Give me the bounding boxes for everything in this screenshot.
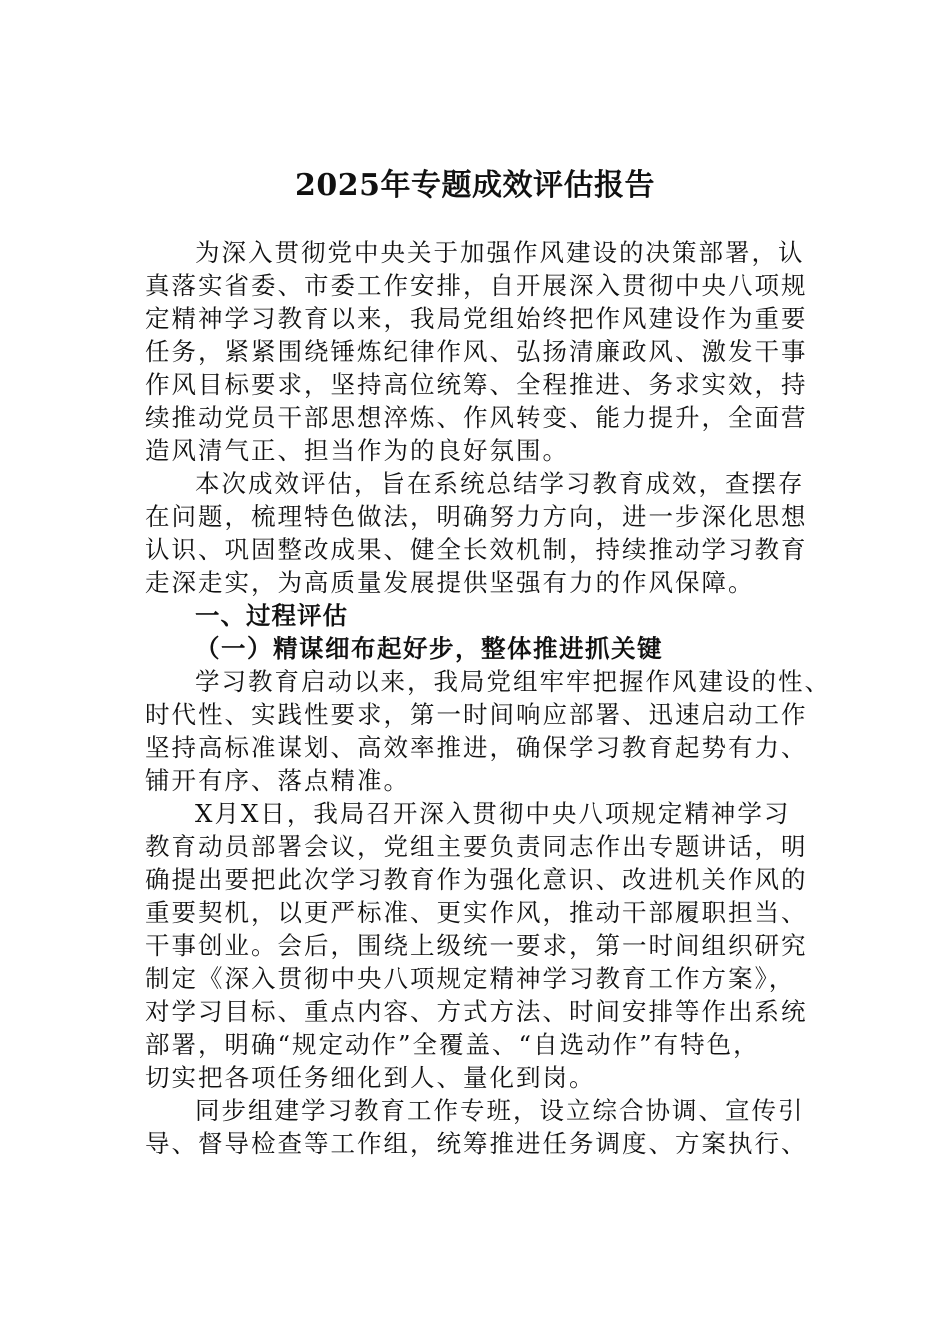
text-line: 坚持高标准谋划、高效率推进，确保学习教育起势有力、 bbox=[145, 733, 808, 762]
text-line: 为深入贯彻党中央关于加强作风建设的决策部署，认 bbox=[195, 238, 805, 267]
subsection-heading: （一）精谋细布起好步，整体推进抓关键 bbox=[195, 634, 663, 663]
section-heading: 一、过程评估 bbox=[195, 601, 348, 630]
text-line: 本次成效评估，旨在系统总结学习教育成效，查摆存 bbox=[195, 469, 805, 498]
text-line: 走深走实，为高质量发展提供坚强有力的作风保障。 bbox=[145, 568, 755, 597]
text-line: 认识、巩固整改成果、健全长效机制，持续推动学习教育 bbox=[145, 535, 808, 564]
text-line: 制定《深入贯彻中央八项规定精神学习教育工作方案》， bbox=[145, 964, 796, 993]
text-line: 学习教育启动以来，我局党组牢牢把握作风建设的性、 bbox=[195, 667, 831, 696]
document-body bbox=[145, 236, 831, 1160]
text-line: X月X日，我局召开深入贯彻中央八项规定精神学习 bbox=[195, 799, 791, 828]
text-line: 真落实省委、市委工作安排，自开展深入贯彻中央八项规 bbox=[145, 271, 808, 300]
text-line: 教育动员部署会议，党组主要负责同志作出专题讲话，明 bbox=[145, 832, 808, 861]
text-line: 确提出要把此次学习教育作为强化意识、改进机关作风的 bbox=[145, 865, 808, 894]
text-line: 同步组建学习教育工作专班，设立综合协调、宣传引 bbox=[195, 1096, 805, 1125]
text-line: 定精神学习教育以来，我局党组始终把作风建设作为重要 bbox=[145, 304, 808, 333]
text-line: 重要契机，以更严标准、更实作风，推动干部履职担当、 bbox=[145, 898, 808, 927]
document-title: 2025年专题成效评估报告 bbox=[295, 168, 655, 203]
text-line: 续推动党员干部思想淬炼、作风转变、能力提升，全面营 bbox=[145, 403, 808, 432]
text-line: 切实把各项任务细化到人、量化到岗。 bbox=[145, 1063, 596, 1092]
text-line: 对学习目标、重点内容、方式方法、时间安排等作出系统 bbox=[145, 997, 808, 1026]
text-line: 任务，紧紧围绕锤炼纪律作风、弘扬清廉政风、激发干事 bbox=[145, 337, 808, 366]
text-line: 铺开有序、落点精准。 bbox=[145, 766, 410, 795]
text-line: 部署，明确“规定动作”全覆盖、“自选动作”有特色， bbox=[145, 1030, 760, 1059]
text-line: 在问题，梳理特色做法，明确努力方向，进一步深化思想 bbox=[145, 502, 808, 531]
text-line: 干事创业。会后，围绕上级统一要求，第一时间组织研究 bbox=[145, 931, 808, 960]
text-line: 导、督导检查等工作组，统筹推进任务调度、方案执行、 bbox=[145, 1129, 808, 1158]
text-line: 造风清气正、担当作为的良好氛围。 bbox=[145, 436, 569, 465]
text-line: 作风目标要求，坚持高位统筹、全程推进、务求实效，持 bbox=[145, 370, 808, 399]
text-line: 时代性、实践性要求，第一时间响应部署、迅速启动工作 bbox=[145, 700, 808, 729]
